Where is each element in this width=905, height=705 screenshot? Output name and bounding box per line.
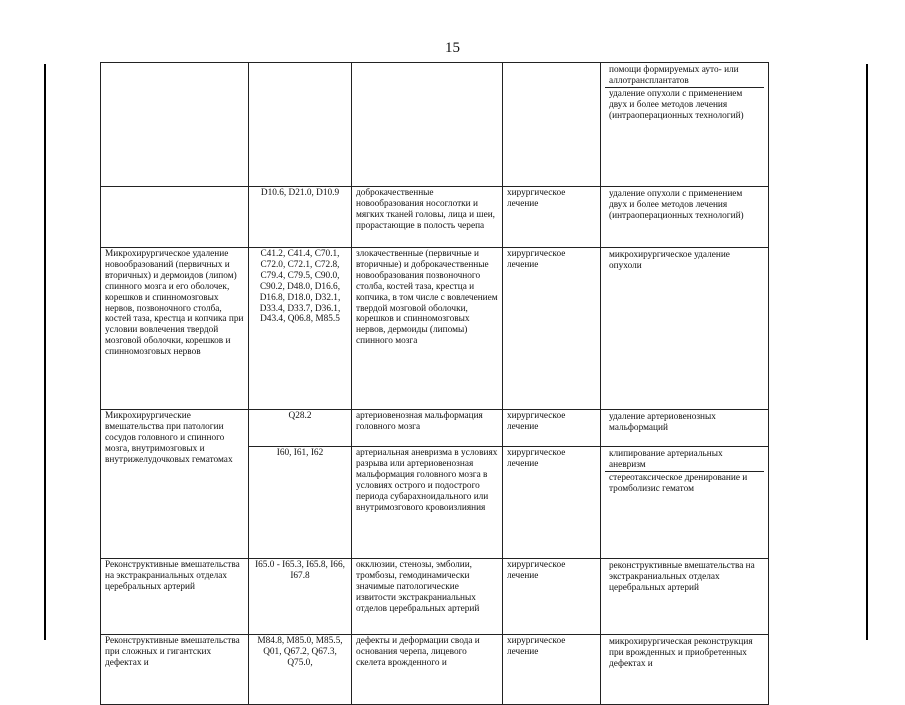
- page-number: 15: [445, 40, 460, 56]
- icd-codes-cell: [249, 63, 352, 187]
- right-margin-rule: [866, 64, 868, 640]
- treatment-method-cell: [601, 248, 769, 410]
- table-row: [101, 187, 769, 248]
- patient-model-cell: артериовенозная мальформация головного мозга: [352, 410, 503, 447]
- procedure-name-cell: [101, 63, 249, 187]
- icd-codes-cell: I60, I61, I62: [249, 447, 352, 559]
- icd-codes-cell: D10.6, D21.0, D10.9: [249, 187, 352, 248]
- table-row: [101, 410, 769, 447]
- treatment-method-cell: [601, 410, 769, 447]
- treatment-type-cell: хирургическое лечение: [503, 410, 601, 447]
- treatment-method-cell: [601, 447, 769, 559]
- method-item: стереотаксическое дренирование и тромболизис гематом: [605, 471, 764, 495]
- method-item: клипирование артериальных аневризм: [609, 449, 723, 470]
- method-item: удаление опухоли с применением двух и более методов лечения (интраоперационных технологий): [609, 189, 744, 221]
- method-item: удаление опухоли с применением двух и более методов лечения (интраоперационных технологий): [605, 87, 764, 122]
- treatment-type-cell: [503, 63, 601, 187]
- patient-model-cell: злокачественные (первичные и вторичные) и доброкачественные новообразования позвоночного столба, костей таза, крестца и копчика, в том числе с вовлечением твердой мозговой оболочки, корешков и спинномозговых нервов, дермоиды (липомы) спинного мозга: [352, 248, 503, 410]
- treatment-method-cell: [601, 635, 769, 705]
- table-row: [101, 559, 769, 635]
- patient-model-cell: дефекты и деформации свода и основания черепа, лицевого скелета врожденного и: [352, 635, 503, 705]
- method-item: удаление артериовенозных мальформаций: [609, 412, 716, 433]
- procedure-name-cell: [101, 187, 249, 248]
- icd-codes-cell: I65.0 - I65.3, I65.8, I66, I67.8: [249, 559, 352, 635]
- method-item: реконструктивные вмешательства на экстракраниальных отделах церебральных артерий: [609, 561, 755, 593]
- icd-codes-cell: Q28.2: [249, 410, 352, 447]
- patient-model-cell: артериальная аневризма в условиях разрыва или артериовенозная мальформация головного мозга в условиях острого и подострого периода субарахноидального или внутримозгового кровоизлияния: [352, 447, 503, 559]
- procedure-name-cell: Реконструктивные вмешательства при сложных и гигантских дефектах и: [101, 635, 249, 705]
- patient-model-cell: [352, 63, 503, 187]
- procedure-name-cell: Микрохирургическое удаление новообразований (первичных и вторичных) и дермоидов (липом) спинного мозга и его оболочек, корешков и спинномозговых нервов, позвоночного столба, костей таза, крестца и копчика при условии вовлечения твердой мозговой оболочки, корешков и спинномозговых нервов: [101, 248, 249, 410]
- patient-model-cell: доброкачественные новообразования носоглотки и мягких тканей головы, лица и шеи, прорастающие в полость черепа: [352, 187, 503, 248]
- procedure-name-cell: Микрохирургические вмешательства при патологии сосудов головного и спинного мозга, внутримозговых и внутрижелудочковых гематомах: [101, 410, 249, 559]
- treatment-type-cell: хирургическое лечение: [503, 447, 601, 559]
- treatment-type-cell: хирургическое лечение: [503, 187, 601, 248]
- patient-model-cell: окклюзии, стенозы, эмболии, тромбозы, гемодинамически значимые патологические извитости экстракраниальных отделов церебральных артерий: [352, 559, 503, 635]
- treatment-type-cell: хирургическое лечение: [503, 635, 601, 705]
- table-row: [101, 635, 769, 705]
- treatment-method-cell: [601, 559, 769, 635]
- treatment-type-cell: хирургическое лечение: [503, 559, 601, 635]
- icd-codes-cell: M84.8, M85.0, M85.5, Q01, Q67.2, Q67.3, Q75.0,: [249, 635, 352, 705]
- method-item: микрохирургическая реконструкция при врожденных и приобретенных дефектах и: [609, 637, 753, 669]
- left-margin-rule: [44, 64, 46, 640]
- procedure-name-cell: Реконструктивные вмешательства на экстракраниальных отделах церебральных артерий: [101, 559, 249, 635]
- icd-codes-cell: C41.2, C41.4, C70.1, C72.0, C72.1, C72.8, C79.4, C79.5, C90.0, C90.2, D48.0, D16.6, D16.8, D18.0, D32.1, D33.4, D33.7, D36.1, D43.4, Q06.8, M85.5: [249, 248, 352, 410]
- method-item: микрохирургическое удаление опухоли: [609, 250, 730, 271]
- procedures-table: [100, 62, 769, 705]
- table-row: [101, 63, 769, 187]
- treatment-method-cell: [601, 63, 769, 187]
- method-item: помощи формируемых ауто- или аллотрансплантатов: [609, 65, 739, 86]
- treatment-type-cell: хирургическое лечение: [503, 248, 601, 410]
- treatment-method-cell: [601, 187, 769, 248]
- table-row: [101, 248, 769, 410]
